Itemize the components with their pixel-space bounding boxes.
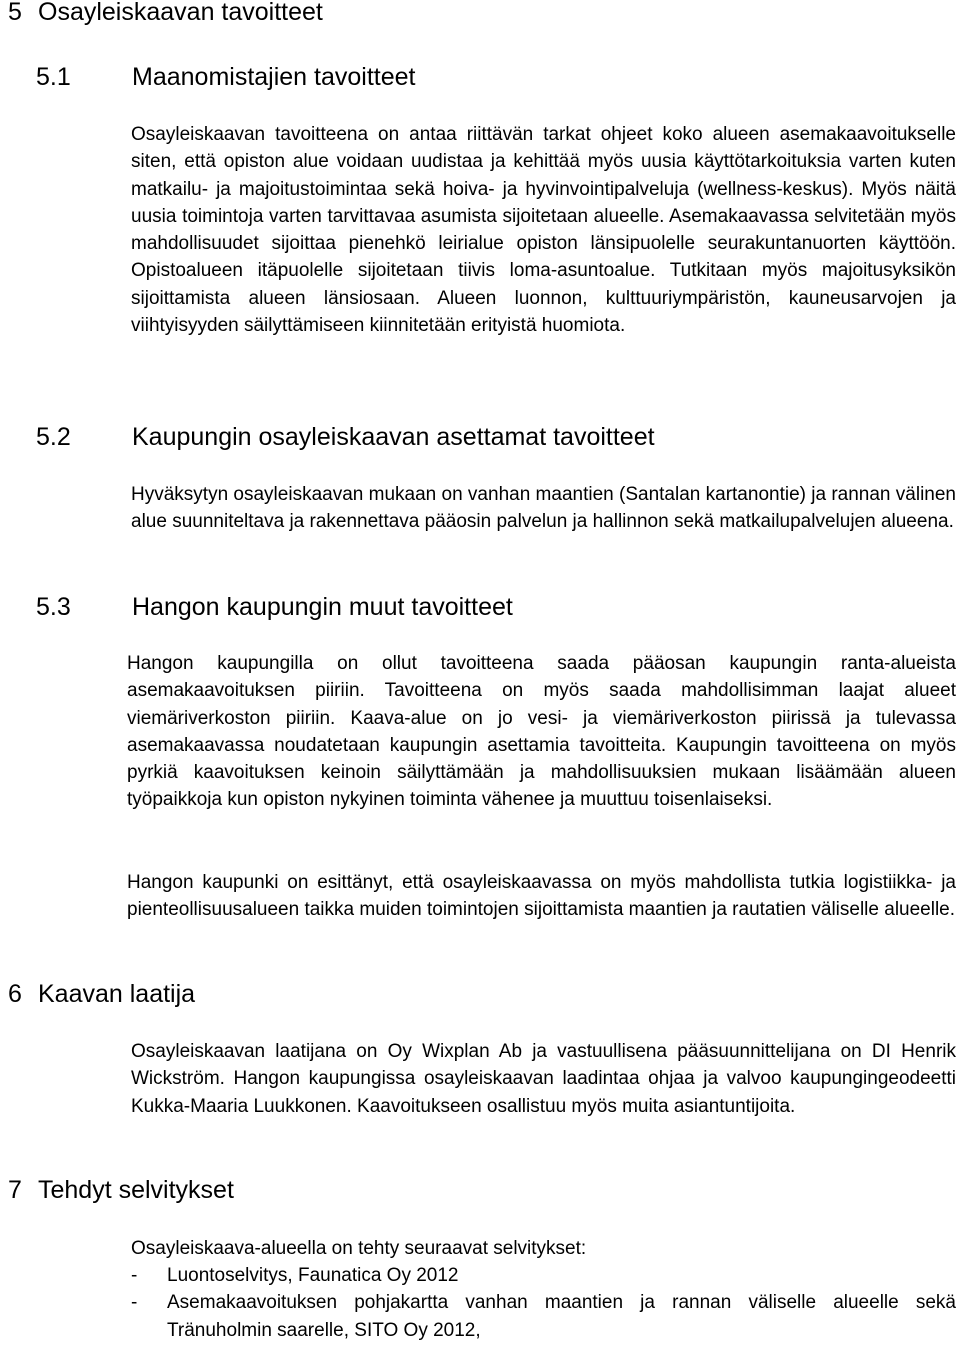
section-number: 5 xyxy=(8,0,22,26)
section-title: Maanomistajien tavoitteet xyxy=(132,63,416,91)
section-number: 5.2 xyxy=(36,423,71,451)
paragraph-surveys-intro: Osayleiskaava-alueella on tehty seuraavat selvitykset: xyxy=(131,1238,587,1259)
paragraph-hanko-goals-2: Hangon kaupunki on esittänyt, että osayleiskaavassa on myös mahdollista tutkia logistiikka- ja pienteollisuusalueen taikka muiden toimintojen sijoittamista maantien ja rautatien väliselle alueelle. xyxy=(127,872,956,921)
section-title: Hangon kaupungin muut tavoitteet xyxy=(132,593,513,621)
section-title: Osayleiskaavan tavoitteet xyxy=(38,0,323,26)
section-number: 6 xyxy=(8,980,22,1008)
paragraph-landowner-goals: Osayleiskaavan tavoitteena on antaa riittävän tarkat ohjeet koko alueen asemakaavoitukselle siten, että opiston alue voidaan uudistaa ja kehittää myös uusia käyttötarkoituksia varten kuten matkailu- ja majoitustoimintaa sekä hoiva- ja hyvinvointipalveluja (wellness-keskus). Myös näitä uusia toimintoja varten tarvittavaa asumista sijoitetaan alueelle. Asemakaavassa selvitetään myös mahdollisuudet sijoittaa pienehkö leirialue opiston länsipuolelle seurakuntanuorten käyttöön. Opistoalueen itäpuolelle sijoitetaan tiivis loma-asuntoalue. Tutkitaan myös majoitusyksikön sijoittamista alueen länsiosaan. Alueen luonnon, kulttuuriympäristön, kauneusarvojen ja viihtyisyyden säilyttämiseen kiinnitetään erityistä huomiota. xyxy=(131,124,956,337)
section-number: 5.1 xyxy=(36,63,71,91)
paragraph-plan-author: Osayleiskaavan laatijana on Oy Wixplan Ab ja vastuullisena pääsuunnittelijana on DI Henrik Wickström. Hangon kaupungissa osayleiskaavan laadintaa ohjaa ja valvoo kaupungingeodeetti Kukka-Maaria Luukkonen. Kaavoitukseen osallistuu myös muita asiantuntijoita. xyxy=(131,1041,956,1117)
paragraph-hanko-goals-1: Hangon kaupungilla on ollut tavoitteena saada pääosan kaupungin ranta-alueista asemakaavoituksen piiriin. Tavoitteena on myös saada mahdollisimman laajat alueet viemäriverkoston piiriin. Kaava-alue on jo vesi- ja viemäriverkoston piirissä ja tulevassa asemakaavassa noudatetaan kaupungin asettamia tavoitteita. Kaupungin tavoitteena on myös pyrkiä kaavoituksen keinoin säilyttämään ja mahdollisuuksien mukaan lisäämään alueen työpaikkoja kun opiston nykyinen toiminta vähenee ja muuttuu toisenlaiseksi. xyxy=(127,653,956,811)
heading-section-5 xyxy=(8,0,323,27)
list-item: - Luontoselvitys, Faunatica Oy 2012 xyxy=(131,1262,956,1289)
section-title: Kaupungin osayleiskaavan asettamat tavoitteet xyxy=(132,423,655,451)
section-title: Kaavan laatija xyxy=(38,980,196,1008)
list-item: - Asemakaavoituksen pohjakartta vanhan maantien ja rannan väliselle alueelle sekä Tränuholmin saarelle, SITO Oy 2012, xyxy=(131,1289,956,1344)
section-number: 5.3 xyxy=(36,593,71,621)
heading-section-5-1 xyxy=(36,63,415,92)
heading-section-7 xyxy=(8,1176,234,1205)
heading-section-5-3 xyxy=(36,593,513,622)
section-number: 7 xyxy=(8,1176,22,1204)
heading-section-6 xyxy=(8,980,195,1009)
section-title: Tehdyt selvitykset xyxy=(38,1176,234,1204)
paragraph-city-plan-goals: Hyväksytyn osayleiskaavan mukaan on vanhan maantien (Santalan kartanontie) ja rannan välinen alue suunniteltava ja rakennettava pääosin palvelun ja hallinnon sekä matkailupalvelujen alueena. xyxy=(131,484,956,533)
surveys-list xyxy=(131,1262,956,1344)
heading-section-5-2 xyxy=(36,423,655,452)
